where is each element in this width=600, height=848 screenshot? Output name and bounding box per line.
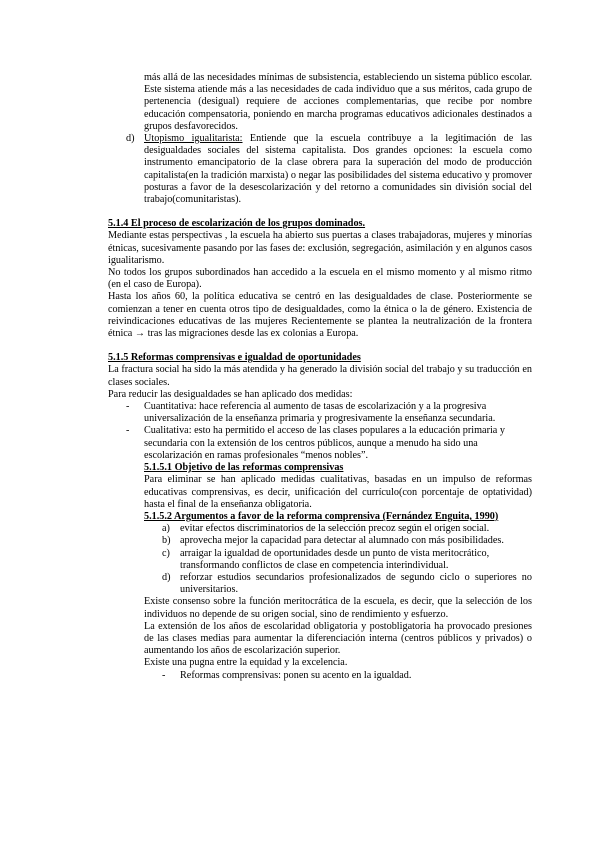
list-marker: b)	[162, 535, 171, 547]
list-item	[0, 425, 600, 462]
list-item-text: aprovecha mejor la capacidad para detectar al alumnado con más posibilidades.	[180, 535, 504, 547]
list-marker: a)	[162, 523, 170, 535]
paragraph: Existe una pugna entre la equidad y la excelencia.	[144, 657, 348, 669]
list-item-text: reforzar estudios secundarios profesionalizados de segundo ciclo o superiores no universitarios.	[180, 571, 532, 596]
list-item-text: evitar efectos discriminatorios de la selección precoz según el origen social.	[180, 523, 490, 535]
dash-marker: -	[162, 669, 166, 681]
list-marker: d)	[162, 571, 171, 583]
list-item-text: Cualitativa: esto ha permitido el acceso de las clases populares a la educación primaria y secundaria con la extensión de los centros públicos, aunque a menudo ha sido una escolarización en ramas profesionales “menos nobles”.	[144, 425, 505, 461]
list-item-text	[144, 133, 532, 206]
paragraph: No todos los grupos subordinados han accedido a la escuela en el mismo momento y al mismo ritmo (en el caso de Europa).	[108, 267, 532, 291]
list-item	[0, 133, 600, 206]
term-description: Entiende que la escuela contribuye a la legitimación de las desigualdades sociales del sistema capitalista. Dos grandes opciones: la escuela como instrumento emancipatorio de la clase obrera para la superación del modo de producción capitalista(en la tradición marxista) o negar las posibilidades del sistema educativo y promover posturas a favor de la desescolarización y del retorno a comunidades sin división social del trabajo(comunitaristas).	[144, 133, 532, 206]
list-marker: d)	[126, 133, 135, 145]
list-item	[0, 523, 600, 535]
dash-marker: -	[126, 401, 130, 413]
paragraph: más allá de las necesidades mínimas de subsistencia, estableciendo un sistema público escolar. Este sistema atiende más a las necesidades de cada individuo que a sus méritos, cada grupo de pertenencia (desigual) requiere de acciones complementarias, que recibe por nombre educación compensatoria, poniendo en marcha programas educativos adicionales destinados a grupos desfavorecidos.	[144, 72, 532, 132]
list-item	[0, 535, 600, 547]
section-heading: 5.1.5 Reformas comprensivas e igualdad de oportunidades	[108, 352, 361, 364]
list-item-text: Cuantitativa: hace referencia al aumento de tasas de escolarización y a la progresiva universalización de la enseñanza primaria y progresivamente la enseñanza secundaria.	[144, 401, 496, 425]
paragraph: La extensión de los años de escolaridad obligatoria y postobligatoria ha provocado presiones de las clases medias para aumentar la diferenciación interna (centros públicos y privados) o aumentando los años de escolarización superior.	[144, 620, 532, 657]
list-item	[0, 670, 600, 682]
subsection-heading: 5.1.5.2 Argumentos a favor de la reforma comprensiva (Fernández Enguita, 1990)	[144, 510, 499, 522]
list-item-text: Reformas comprensivas: ponen su acento en la igualdad.	[180, 669, 412, 681]
list-item	[0, 548, 600, 572]
subsection-heading: 5.1.5.1 Objetivo de las reformas comprensivas	[144, 462, 344, 474]
list-marker: c)	[162, 547, 170, 559]
paragraph: Para reducir las desigualdades se han aplicado dos medidas:	[108, 388, 353, 400]
paragraph: Hasta los años 60, la política educativa se centró en las desigualdades de clase. Posteriormente se comienzan a tener en cuenta otros tipo de desigualdades, como la étnica o la de género. Existencia de reivindicaciones educativas de las mujeres Recientemente se plantea la neutralización de la frontera étnica → tras las migraciones desde las ex colonias a Europa.	[108, 291, 532, 340]
paragraph: Existe consenso sobre la función meritocrática de la escuela, es decir, que la selección de los individuos no depende de su origen social, sino de rendimiento y esfuerzo.	[144, 596, 532, 620]
section-heading: 5.1.4 El proceso de escolarización de los grupos dominados.	[108, 218, 366, 230]
paragraph: Mediante estas perspectivas , la escuela ha abierto sus puertas a clases trabajadoras, mujeres y minorías étnicas, sucesivamente pasando por las fases de: exclusión, segregación, asimilación y en algunos casos igualitarismo.	[108, 230, 532, 266]
paragraph: La fractura social ha sido la más atendida y ha generado la división social del trabajo y su traducción en clases sociales.	[108, 364, 532, 388]
dash-marker: -	[126, 425, 130, 437]
list-item-text: arraigar la igualdad de oportunidades desde un punto de vista meritocrático, transformando conflictos de clase en competencia interindividual.	[180, 547, 490, 571]
list-item	[0, 401, 600, 425]
paragraph: Para eliminar se han aplicado medidas cualitativas, basadas en un impulso de reformas educativas comprensivas, es decir, unificación del currículo(con porcentaje de optatividad) hasta el final de la enseñanza obligatoria.	[144, 474, 532, 510]
term: Utopismo igualitarista:	[144, 133, 243, 145]
list-item	[0, 572, 600, 596]
